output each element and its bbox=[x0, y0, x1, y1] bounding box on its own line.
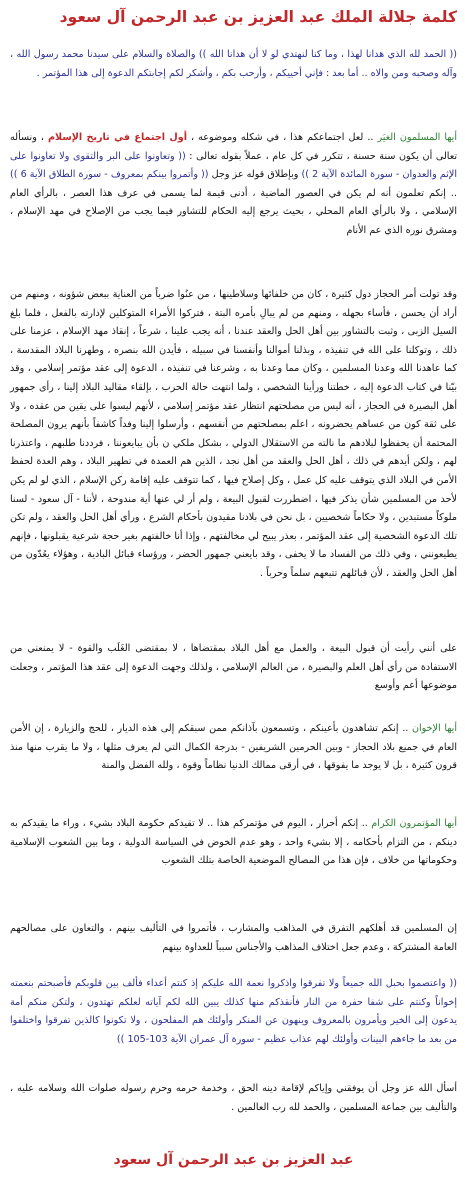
para1-text-a: .. لعل اجتماعكم هذا ، في شكله وموضوعه ، bbox=[187, 132, 378, 143]
address-brothers: أيها الإخوان bbox=[411, 723, 457, 734]
quran-verse-maidah: (( وتعاونوا على البر والتقوى ولا تعاونوا على الإثم والعدوان - سورة المائدة الآية 2 )) bbox=[10, 150, 457, 181]
paragraph-first-conference bbox=[10, 129, 457, 241]
quran-verse-talaq: (( وأتمروا بينكم بمعروف - سورة الطلاق الآية 6 )) bbox=[10, 169, 209, 181]
para1-text-c: وبإطلاق قوله عز وجل bbox=[208, 169, 302, 181]
paragraph-unity: إن المسلمين قد أهلكهم التفرق في المذاهب والمشارب ، فأتمروا في التأليف بينهم ، والتعاون على مصالحهم العامة المشتركة ، وعدم جعل اختلاف المذاهب والأجناس سبباً للعداوة بينهم bbox=[10, 923, 457, 953]
quran-verse-al-imran: (( واعتصموا بحبل الله جميعاً ولا تفرقوا واذكروا نعمة الله عليكم إذ كنتم أعداء فألف بين قلوبكم فأصبحتم بنعمته إخواناً وكنتم على شفا حفرة من النار فأنقذكم منها كذلك يبين الله لكم آياته لعلكم تهتدون ، ولتكن منكم أمة يدعون إلى الخير ويأمرون بالمعروف وينهون عن المنكر وأولئك هم المفلحون ، ولا تكونوا كالذين تفرقوا واختلفوا من بعد ما جاءهم البينات وأولئك لهم عذاب عظيم - سورة آل عمران الآية 103-105 )) bbox=[10, 978, 457, 1045]
para4-text: .. إنكم تشاهدون بأعينكم ، وتسمعون بآذانكم ممن سبقكم إلى هذه الديار ، للحج والزيارة ، إن الأمن العام في جميع بلاد الحجاز - وبين الحرمين الشريفين - بدرجة الكمال التي لم يعرف مثلها ، ولا ما يقرب منها منذ قرون كثيرة ، بل لا يوجد ما يفوقها ، في أرقى ممالك الدنيا نظاماً وقوة ، ولله الفضل والمنة bbox=[10, 723, 457, 772]
document-title: كلمة جلالة الملك عبد العزيز بن عبد الرحمن آل سعود bbox=[59, 8, 457, 26]
address-muslims: أيها المسلمون الغيَر bbox=[377, 132, 458, 143]
paragraph-allegiance: على أنني رأيت أن قبول البيعة ، والعمل مع أهل البلاد بمقتضاها ، لا بمقتضى الغَلَب والقوة - لا يمنعني من الاستفادة من رأي أهل العلم والبصيرة ، من العالم الإسلامي ، ولذلك وجهت الدعوة إلى عقد هذا المؤتمر ، وجعلت موضوعها أعم وأوسع bbox=[10, 643, 457, 692]
closing-paragraph: أسأل الله عز وجل أن يوفقني وإياكم لإقامة دينه الحق ، وخدمة حرمه وحرم رسوله صلوات الله وسلامه عليه ، والتأليف بين جماعة المسلمين ، والحمد لله رب العالمين . bbox=[10, 1083, 457, 1113]
address-conferees: أيها المؤتمرون الكرام bbox=[371, 818, 457, 829]
paragraph-brothers bbox=[10, 720, 457, 776]
paragraph-conferees bbox=[10, 815, 457, 871]
opening-paragraph: (( الحمد لله الذي هدانا لهذا ، وما كنا لنهتدي لو لا أن هدانا الله )) والصلاة والسلام على سيدنا محمد رسول الله ، وآله وصحبه ومن والاه .. أما بعد : فإني أحييكم ، وأرحب بكم ، وأشكر لكم إجابتكم الدعوة إلى هذا المؤتمر . bbox=[10, 49, 457, 79]
para1-text-d: .. إنكم تعلمون أنه لم يكن في العصور الماضية ، أدنى قيمة لما يسمى في عرف هذا العصر ، بالرأي العام الإسلامي ، ولا بالرأي العام المحلي ، بحيث يرجع إليه الحكام للتشاور فيما يجب من الإصلاح في مهد الإسلام ، ومشرق نوره الذي عم الأنام bbox=[10, 187, 457, 236]
paragraph-hijaz-history: وقد تولت أمر الحجاز دول كثيرة ، كان من خلفائها وسلاطينها ، من عنُوا ضرباً من العناية ببعض شؤونه ، ومنهم من أراد أن يحسن ، فأساء بجهله ، ومنهم من لم يبالِ بأمره البتة ، فتركوا الأمراء المتوكلين لإدارته بالفعل ، فلما بلغ السيل الزبى ، وثبت بالتشاور بين أهل الحل والعقد عندنا ، أنه يجب علينا ، شرعاً ، إنقاذ مهد الإسلام ، عزمنا على ذلك ، وتوكلنا على الله في تنفيذه ، وبذلنا أموالنا وأنفسنا في سبيله ، فأيدن الله بنصره ، وطهرنا البلاد المقدسة ، كما عاهدنا الله وعدنا المسلمين ، وكان مما وعدنا به ، وشرعنا في تنفيذه ، الدعوة إلى عقد مؤتمر إسلامي ، وقد بيّنا في كتاب الدعوة إليه ، خطتنا ورأينا الشخصي ، ولما انتهت حالة الحرب ، بإلقاء مقاليد البلاد إلينا ، رأى جمهور أهل البصيرة في الحجاز ، أنه ليس من مصلحتهم انتظار عقد مؤتمر إسلامي ، لأنهم ليسوا على يقين من عقده ، ولا على ثقة كون من عساهم يحضرونه ، اعلم بمصلحتهم من أنفسهم ، وأرسلوا إلينا وفداً كاشفاً بأنهم يرون المصلحة المحتمة أن يحفظوا لبلادهم ما نالته من الاستقلال الدولي ، بشكل ملكي ن بأن يبايعوننا ، فرددنا طلبهم ، واعتذرنا لهم ، ولكن أيدهم في ذلك ، أهل الحل والعقد من أهل نجد ، الذين هم العمدة في تطهير البلاد ، وهم العدة لحفظ الأمن في البلاد الذي يتوقف عليه كل عمل ، وكل إصلاح فيها ، كما تتوقف عليه إقامة ركن الإسلام ، الذي لو لم يكن لأحد من المسلمين شأن يذكر فيها ، اضطررت لقبول البيعة ، ولم أر لي عنها أية مندوحة ، لأننا - آل سعود - لسنا ملوكاً مستبدين ، ولا حكاماً شخصيين ، بل نحن في بلادنا مقيدون بأحكام الشرع ، ورأي أهل الحل والعقد ، ولم تكن تلك الدعوة الشخصية إلى عقد المؤتمر ، بعذر يبيح لي مخالفتهم ، وإذا أنا خالفتهم بغير حجة شرعية يقبلونها ، فإنهم يطيعونني ، وفي ذلك من الفساد ما لا يخفى ، وقد بايعني جمهور الحضر ، ورؤساء قبائل البادية ، وهؤلاء يعُدّون من أهل الحل والعقد ، لأن قبائلهم تتبعهم سلماً وحرباً . bbox=[10, 289, 457, 579]
para5-text: .. إنكم أحرار ، اليوم في مؤتمركم هذا .. لا تقيدكم حكومة البلاد بشيء ، وراء ما يقيدكم به دينكم ، من التزام بأحكامه ، إلا بشيء واحد ، وهو عدم الخوض في السياسة الدولية ، وما بين الشعوب الإسلامية وحكوماتها من خلاف ، فإن هذا من المصالح الموضعية الخاصة بتلك الشعوب bbox=[10, 818, 457, 867]
first-conference-highlight: أول اجتماع في تاريخ الإسلام bbox=[48, 132, 187, 143]
signature: عبد العزيز بن عبد الرحمن آل سعود bbox=[113, 1152, 354, 1168]
para1-text-b: ، ونسأله تعالى أن يكون سنة حسنة ، تتكرر في كل عام ، عملاً بقوله تعالى : bbox=[10, 132, 457, 162]
